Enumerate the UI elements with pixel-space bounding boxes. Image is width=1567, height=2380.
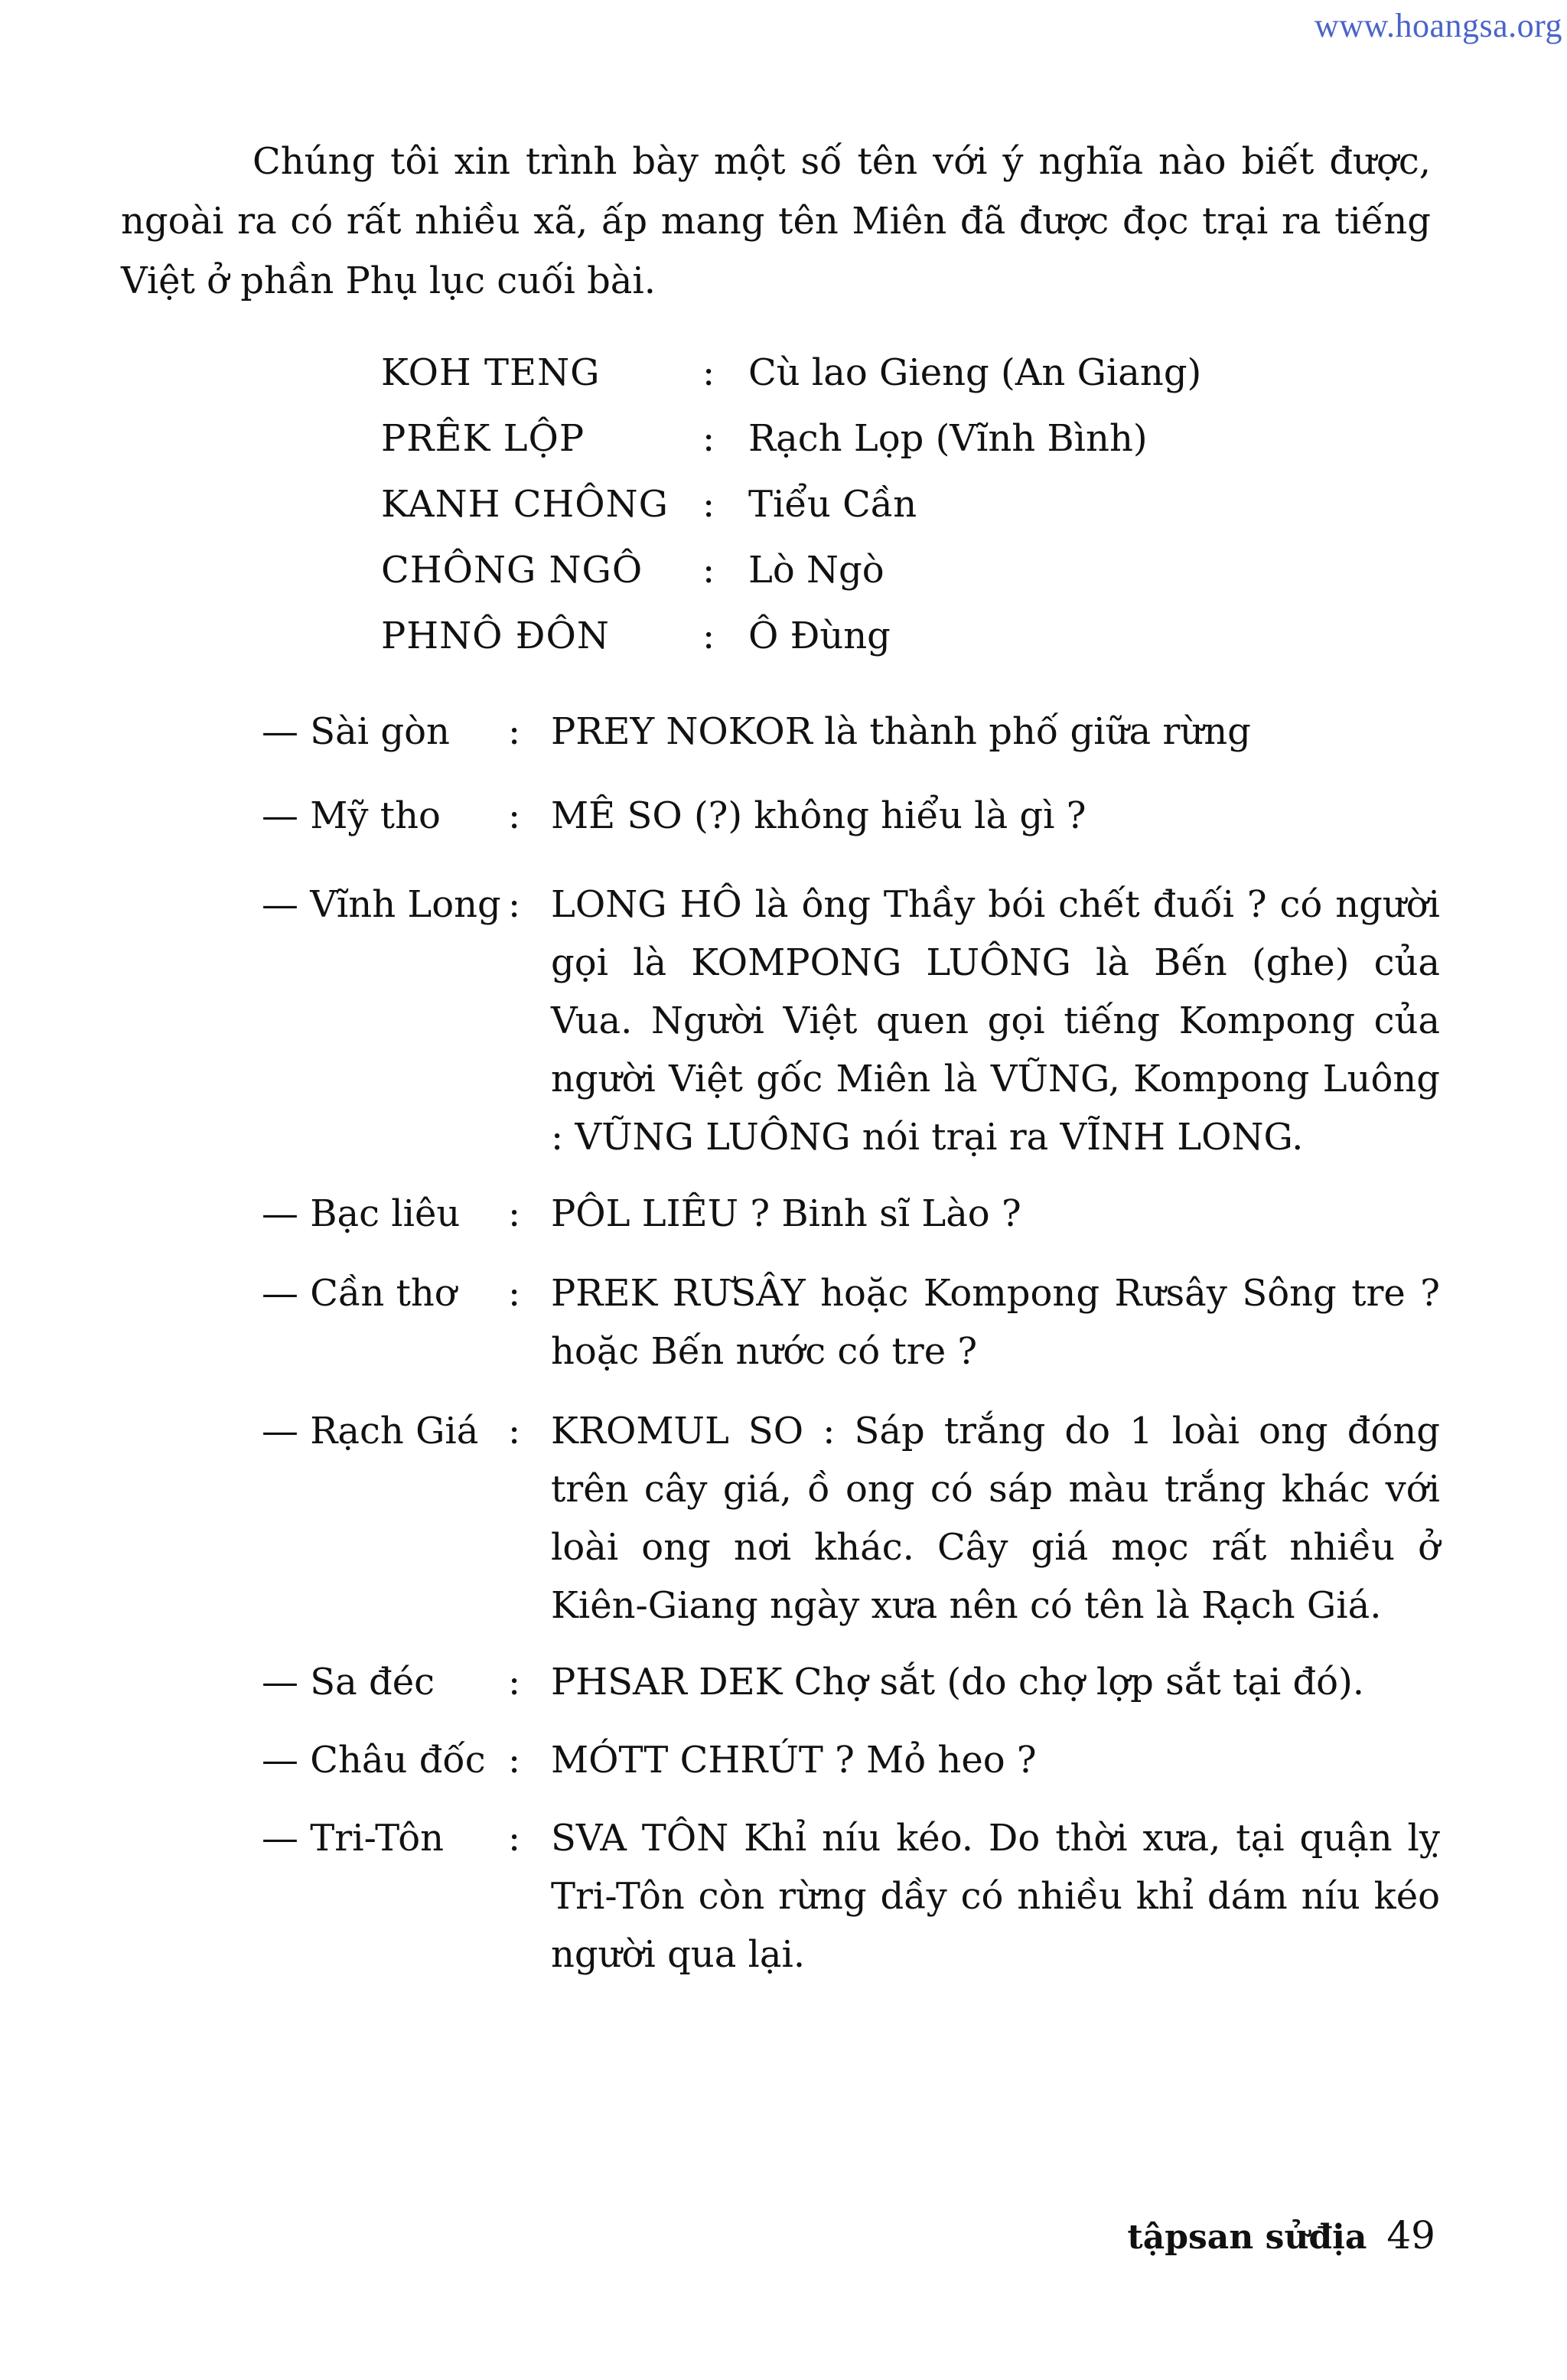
entry-vinh-long bbox=[262, 875, 1440, 1166]
name-row bbox=[381, 471, 1376, 537]
separator: : bbox=[508, 710, 521, 753]
site-url: www.hoangsa.org bbox=[1314, 7, 1562, 44]
place-meaning: LONG HÔ là ông Thầy bói chết đuối ? có người gọi là KOMPONG LUÔNG là Bến (ghe) của Vua. Người Việt quen gọi tiếng Kompong của người Việt gốc Miên là VŨNG, Kompong Luông : VŨNG LUÔNG nói trại ra VĨNH LONG. bbox=[551, 883, 1440, 1159]
journal-title: tậpsan sửđịa bbox=[1127, 2218, 1367, 2257]
khmer-name: PRÊK LỘP bbox=[381, 417, 585, 460]
place-name-entries bbox=[262, 703, 1440, 1984]
place-meaning: MÓTT CHRÚT ? Mỏ heo ? bbox=[551, 1739, 1037, 1782]
vietnamese-name: Rạch Lọp (Vĩnh Bình) bbox=[748, 417, 1148, 460]
place-name: — Bạc liêu bbox=[262, 1192, 461, 1235]
khmer-name: PHNÔ ĐÔN bbox=[381, 615, 610, 657]
separator: : bbox=[508, 1739, 521, 1782]
separator: : bbox=[508, 1272, 521, 1315]
name-row bbox=[381, 603, 1376, 669]
entry-bac-lieu bbox=[262, 1185, 1440, 1243]
entry-rach-gia bbox=[262, 1402, 1440, 1635]
separator: : bbox=[702, 417, 715, 460]
page-number: 49 bbox=[1386, 2213, 1435, 2258]
place-meaning: KROMUL SO : Sáp trắng do 1 loài ong đóng trên cây giá, ồ ong có sáp màu trắng khác với loài ong nơi khác. Cây giá mọc rất nhiều ở Kiên-Giang ngày xưa nên có tên là Rạch Giá. bbox=[551, 1410, 1440, 1627]
separator: : bbox=[508, 794, 521, 837]
place-meaning: PREY NOKOR là thành phố giữa rừng bbox=[551, 710, 1251, 753]
separator: : bbox=[702, 549, 715, 592]
place-name: — Sa đéc bbox=[262, 1661, 435, 1703]
entry-can-tho bbox=[262, 1264, 1440, 1381]
separator: : bbox=[702, 483, 715, 526]
name-list bbox=[381, 340, 1376, 669]
vietnamese-name: Cù lao Gieng (An Giang) bbox=[748, 351, 1202, 394]
place-name: — Sài gòn bbox=[262, 710, 450, 753]
entry-sai-gon bbox=[262, 703, 1440, 761]
separator: : bbox=[508, 1817, 521, 1860]
entry-chau-doc bbox=[262, 1731, 1440, 1789]
entry-sa-dec bbox=[262, 1653, 1440, 1711]
intro-paragraph: Chúng tôi xin trình bày một số tên với ý nghĩa nào biết được, ngoài ra có rất nhiều xã, ấp mang tên Miên đã được đọc trại ra tiếng Việt ở phần Phụ lục cuối bài. bbox=[121, 140, 1431, 302]
place-name: — Mỹ tho bbox=[262, 794, 441, 837]
separator: : bbox=[508, 1661, 521, 1703]
place-name: — Vĩnh Long bbox=[262, 883, 501, 926]
name-row bbox=[381, 406, 1376, 471]
place-name: — Châu đốc bbox=[262, 1739, 486, 1782]
vietnamese-name: Ô Đùng bbox=[748, 615, 891, 657]
separator: : bbox=[508, 1192, 521, 1235]
place-name: — Rạch Giá bbox=[262, 1410, 479, 1452]
entry-my-tho bbox=[262, 787, 1440, 845]
place-name: — Cần thơ bbox=[262, 1272, 457, 1315]
khmer-name: CHÔNG NGÔ bbox=[381, 549, 643, 592]
page-footer bbox=[1127, 2213, 1435, 2258]
place-meaning: PÔL LIÊU ? Binh sĩ Lào ? bbox=[551, 1192, 1021, 1235]
place-meaning: PREK RƯSÂY hoặc Kompong Rưsây Sông tre ? hoặc Bến nước có tre ? bbox=[551, 1272, 1440, 1373]
place-meaning: SVA TÔN Khỉ níu kéo. Do thời xưa, tại quận lỵ Tri-Tôn còn rừng dầy có nhiều khỉ dám níu kéo người qua lại. bbox=[551, 1817, 1440, 1976]
separator: : bbox=[702, 351, 715, 394]
khmer-name: KANH CHÔNG bbox=[381, 483, 669, 526]
name-row bbox=[381, 340, 1376, 406]
separator: : bbox=[508, 883, 521, 926]
separator: : bbox=[508, 1410, 521, 1452]
khmer-name: KOH TENG bbox=[381, 351, 601, 394]
vietnamese-name: Lò Ngò bbox=[748, 549, 884, 592]
place-meaning: MÊ SO (?) không hiểu là gì ? bbox=[551, 794, 1086, 837]
entry-tri-ton bbox=[262, 1809, 1440, 1984]
separator: : bbox=[702, 615, 715, 657]
name-row bbox=[381, 537, 1376, 603]
place-name: — Tri-Tôn bbox=[262, 1817, 445, 1860]
vietnamese-name: Tiểu Cần bbox=[748, 483, 917, 526]
place-meaning: PHSAR DEK Chợ sắt (do chợ lợp sắt tại đó). bbox=[551, 1661, 1365, 1703]
